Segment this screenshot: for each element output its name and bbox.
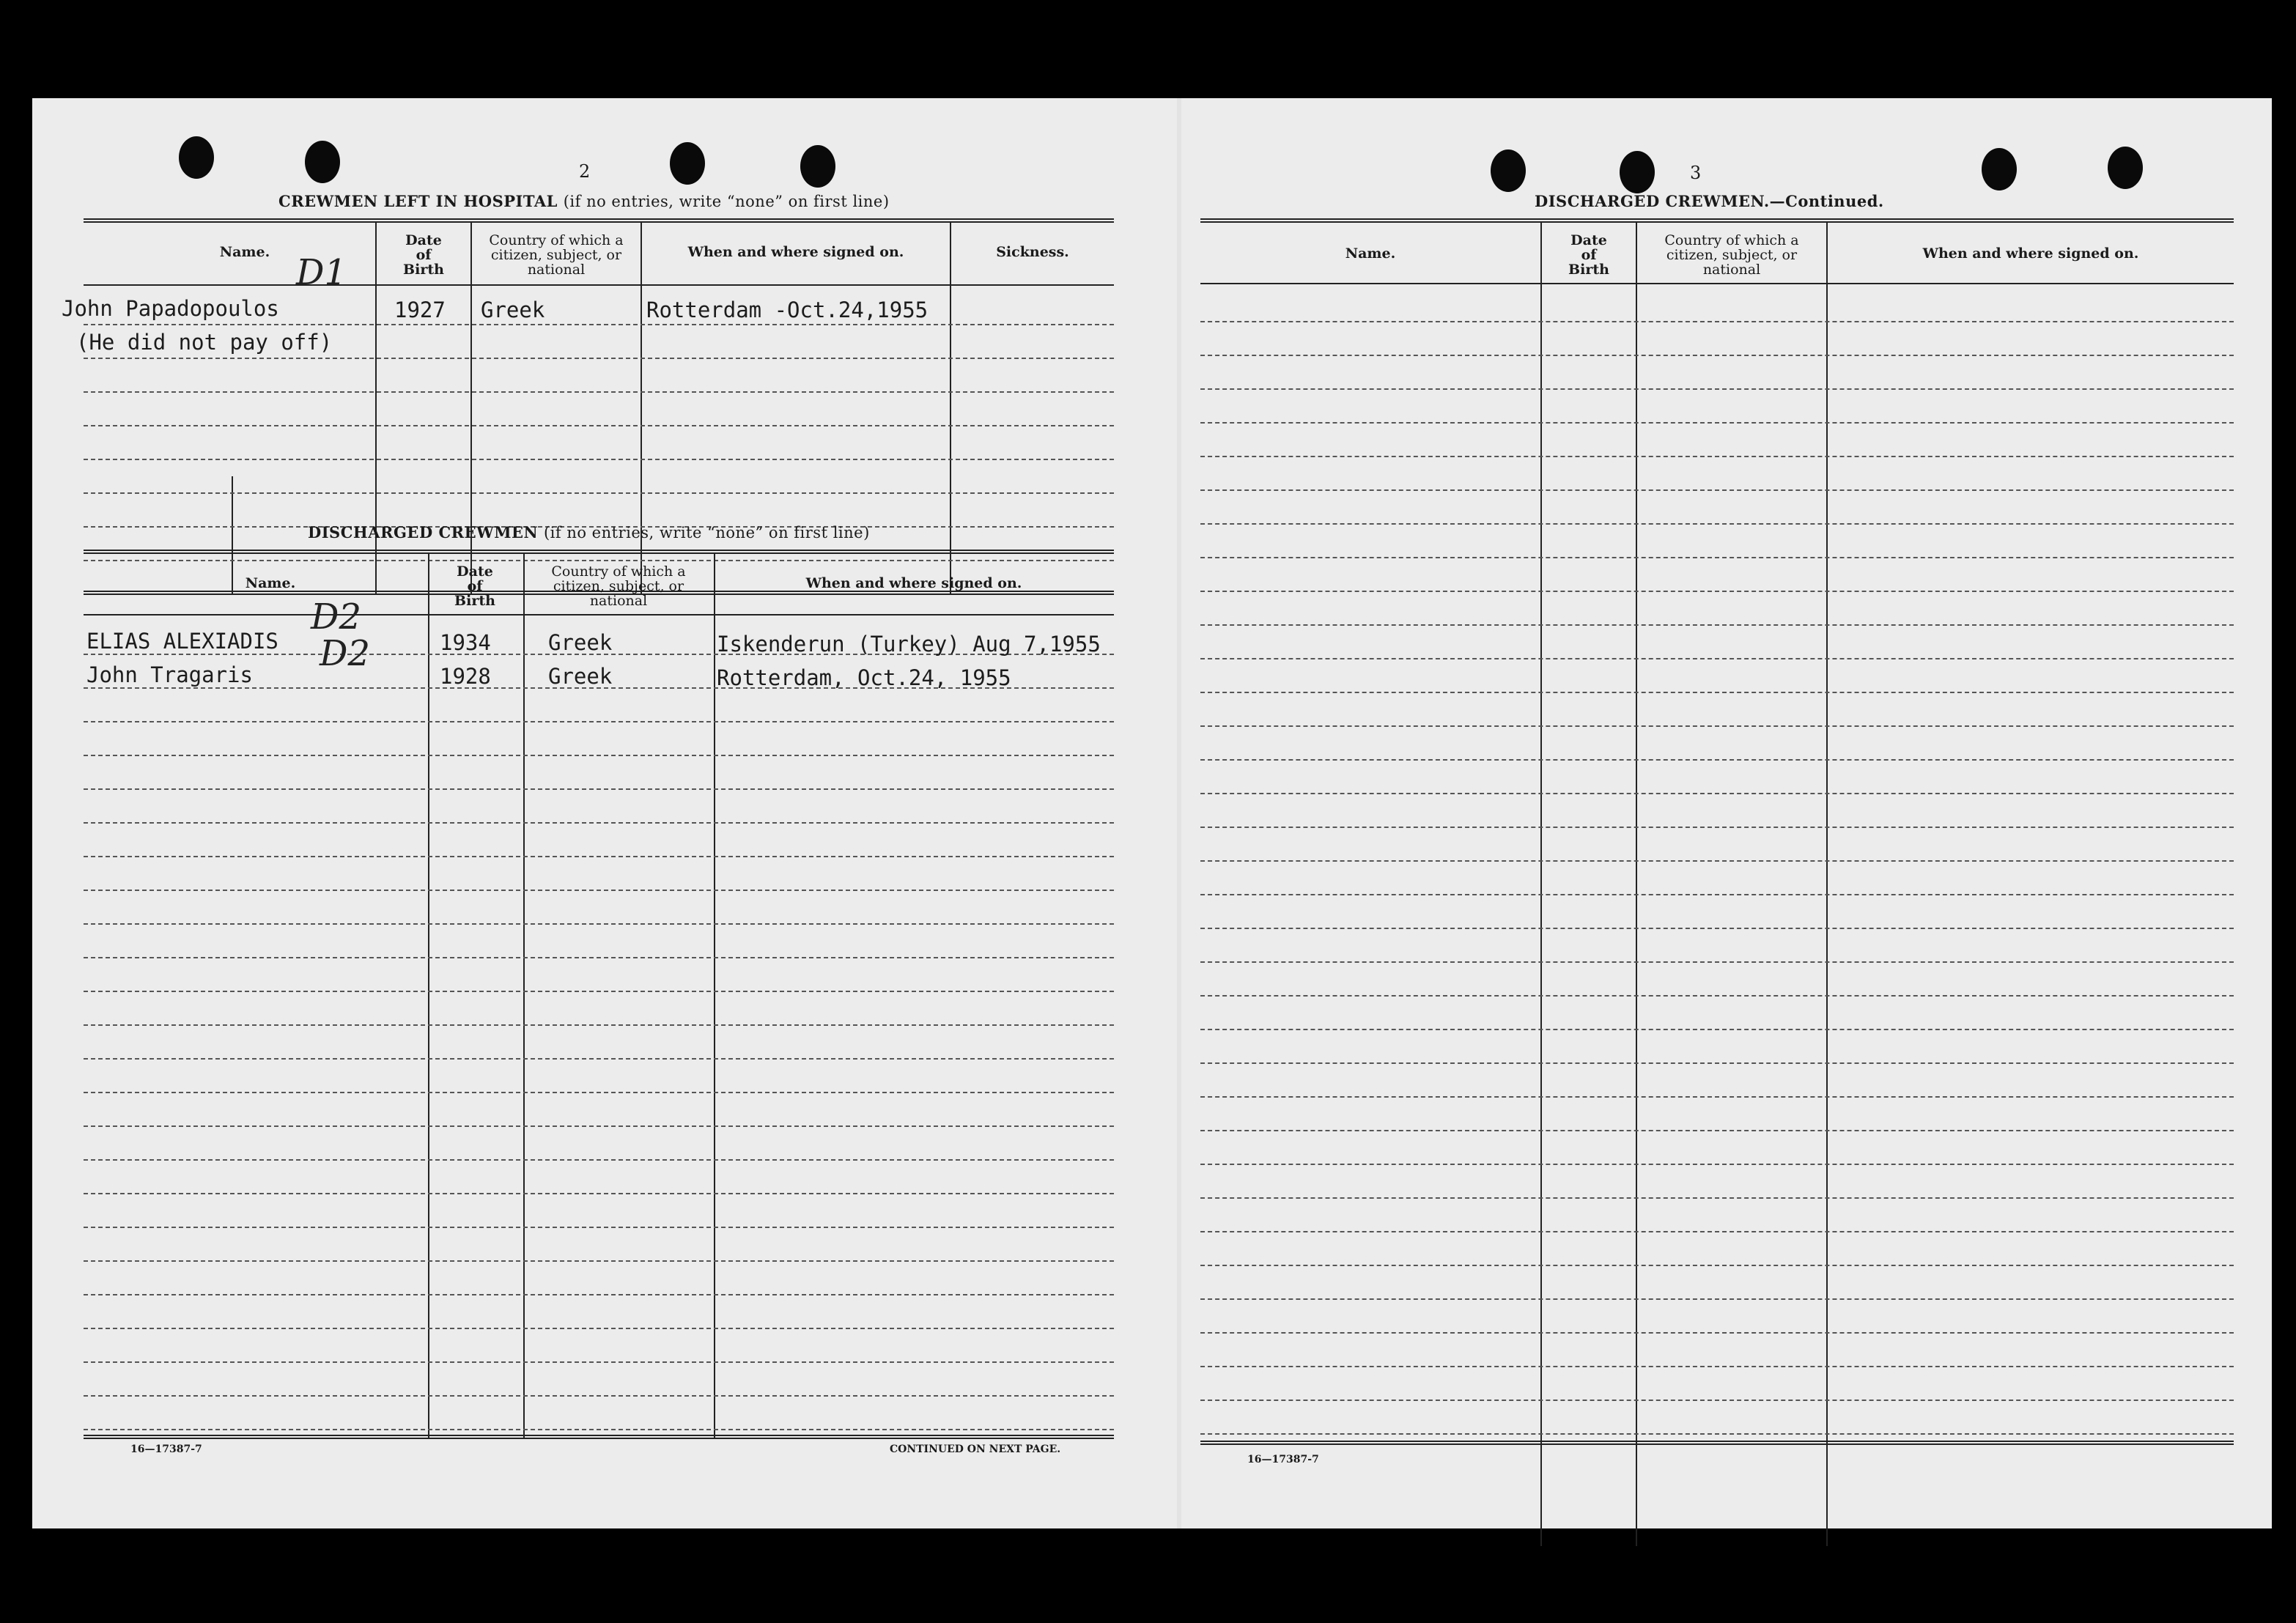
- column-divider: [1636, 221, 1637, 1546]
- header-line: of: [416, 247, 432, 263]
- hospital-entry-name: John Papadopoulos: [62, 296, 279, 321]
- entry-line: [1200, 1096, 2234, 1098]
- entry-line: [1200, 624, 2234, 626]
- header-when-where: When and where signed on.: [805, 575, 1022, 591]
- entry-line: [84, 391, 1114, 393]
- table-top-rule: [84, 550, 1114, 554]
- entry-line: [84, 1125, 1114, 1127]
- entry-line: [1200, 321, 2234, 322]
- header-name: Name.: [245, 575, 296, 591]
- entry-line: [1200, 422, 2234, 424]
- entry-line: [84, 1429, 1114, 1430]
- header-line: Country of which a: [1664, 232, 1799, 248]
- entry-line: [1200, 928, 2234, 929]
- punch-hole: [305, 141, 340, 183]
- entry-line: [84, 1024, 1114, 1026]
- table-top-rule: [84, 218, 1114, 223]
- entry-line: [1200, 759, 2234, 761]
- entry-line: [84, 1193, 1114, 1194]
- entry-line: [1200, 1062, 2234, 1064]
- entry-line: [1200, 456, 2234, 457]
- header-country: [525, 564, 712, 608]
- entry-line: [1200, 1231, 2234, 1232]
- continued-note: CONTINUED ON NEXT PAGE.: [890, 1443, 1061, 1455]
- handwritten-mark: D1: [296, 252, 347, 293]
- entry-line: [1200, 894, 2234, 895]
- column-divider: [950, 221, 951, 594]
- hospital-entry-country: Greek: [481, 297, 545, 322]
- page-fold: [1177, 98, 1181, 1528]
- form-sheet: [32, 98, 2272, 1528]
- entry-line: [84, 991, 1114, 992]
- discharged-entry-signed-on: Rotterdam, Oct.24, 1955: [717, 665, 1011, 690]
- entry-line: [1200, 1332, 2234, 1334]
- entry-line: [84, 890, 1114, 891]
- discharged-instruction: (if no entries, write “none” on first line): [543, 524, 870, 541]
- entry-line: [1200, 961, 2234, 963]
- header-line: Country of which a: [551, 563, 686, 580]
- discharged-entry-country: Greek: [548, 664, 613, 689]
- discharged-entry-signed-on: Iskenderun (Turkey) Aug 7,1955: [717, 632, 1101, 657]
- header-country: [472, 233, 641, 277]
- header-when-where: When and where signed on.: [687, 244, 904, 260]
- entry-line: [84, 1361, 1114, 1363]
- header-line: citizen, subject, or: [1666, 247, 1798, 263]
- entry-line: [1200, 995, 2234, 997]
- entry-line: [84, 1092, 1114, 1093]
- entry-line: [1200, 1164, 2234, 1165]
- entry-line: [1200, 591, 2234, 592]
- entry-line: [1200, 1197, 2234, 1199]
- hospital-entry-note: (He did not pay off): [76, 330, 333, 355]
- header-date-of-birth: [1542, 233, 1636, 277]
- header-line: Date: [457, 563, 493, 580]
- page-number: 2: [579, 161, 591, 182]
- entry-line: [1200, 1130, 2234, 1131]
- header-line: Birth: [1568, 262, 1609, 278]
- header-line: citizen, subject, or: [553, 578, 684, 594]
- table-bottom-rule: [84, 1435, 1114, 1439]
- punch-hole: [2108, 147, 2143, 189]
- column-divider: [1826, 221, 1828, 1546]
- entry-line: [1200, 1029, 2234, 1030]
- entry-line: [84, 755, 1114, 756]
- entry-line: [84, 788, 1114, 790]
- entry-line: [1200, 388, 2234, 390]
- header-bottom-rule: [1200, 283, 2234, 284]
- discharged-entry-country: Greek: [548, 630, 613, 655]
- page-number: 3: [1690, 163, 1702, 183]
- form-number: 16—17387-7: [1247, 1454, 1319, 1465]
- entry-line: [84, 358, 1114, 359]
- entry-line: [1200, 1433, 2234, 1435]
- discharged-entry-dob: 1928: [440, 664, 491, 689]
- table-bottom-rule: [1200, 1441, 2234, 1445]
- entry-line: [1200, 1400, 2234, 1401]
- entry-line: [84, 1159, 1114, 1161]
- hospital-title: CREWMEN LEFT IN HOSPITAL: [278, 192, 558, 210]
- punch-hole: [179, 136, 214, 179]
- hospital-entry-dob: 1927: [394, 297, 446, 322]
- discharged-section-title: [308, 523, 870, 541]
- entry-line: [1200, 793, 2234, 794]
- entry-line: [1200, 827, 2234, 828]
- header-line: national: [527, 262, 586, 278]
- column-divider: [428, 552, 429, 1438]
- hospital-instruction: (if no entries, write “none” on first line): [563, 193, 890, 210]
- entry-line: [1200, 692, 2234, 693]
- entry-line: [84, 721, 1114, 722]
- entry-line: [1200, 1265, 2234, 1266]
- hospital-section-title: [278, 192, 890, 210]
- entry-line: [84, 324, 1114, 325]
- header-line: Date: [1570, 232, 1607, 248]
- punch-hole: [670, 142, 705, 185]
- punch-hole: [800, 145, 835, 188]
- entry-line: [84, 856, 1114, 857]
- header-sickness: Sickness.: [996, 244, 1069, 260]
- header-line: Birth: [403, 262, 444, 278]
- column-divider: [714, 552, 715, 1438]
- entry-line: [84, 923, 1114, 925]
- table-top-rule: [1200, 218, 2234, 223]
- header-line: Birth: [454, 593, 495, 609]
- punch-hole: [1620, 151, 1655, 193]
- header-date-of-birth: [377, 233, 470, 277]
- entry-line: [84, 1395, 1114, 1397]
- entry-line: [1200, 489, 2234, 491]
- continued-section-title: DISCHARGED CREWMEN.—Continued.: [1535, 192, 1884, 210]
- entry-line: [84, 822, 1114, 824]
- entry-line: [1200, 860, 2234, 862]
- entry-line: [84, 957, 1114, 958]
- punch-hole: [1982, 148, 2017, 191]
- header-line: Date: [405, 232, 442, 248]
- entry-line: [84, 1227, 1114, 1228]
- discharged-entry-dob: 1934: [440, 630, 491, 655]
- entry-line: [84, 1260, 1114, 1262]
- header-line: Country of which a: [489, 232, 624, 248]
- entry-line: [84, 560, 1114, 561]
- entry-line: [84, 459, 1114, 460]
- header-bottom-rule: [84, 614, 1114, 615]
- entry-line: [1200, 557, 2234, 558]
- entry-line: [84, 492, 1114, 494]
- entry-line: [1200, 523, 2234, 525]
- column-divider: [1540, 221, 1542, 1546]
- entry-line: [1200, 725, 2234, 727]
- header-name: Name.: [1345, 245, 1396, 262]
- entry-line: [1200, 1298, 2234, 1300]
- entry-line: [84, 1328, 1114, 1329]
- entry-line: [1200, 355, 2234, 356]
- header-name: Name.: [219, 244, 270, 260]
- discharged-entry-name: John Tragaris: [86, 662, 253, 687]
- header-when-where: When and where signed on.: [1922, 245, 2139, 262]
- entry-line: [84, 425, 1114, 426]
- entry-line: [84, 1294, 1114, 1295]
- punch-hole: [1491, 149, 1526, 192]
- discharged-title: DISCHARGED CREWMEN: [308, 523, 539, 541]
- header-line: national: [1702, 262, 1761, 278]
- handwritten-mark: D2: [311, 596, 362, 637]
- form-number: 16—17387-7: [130, 1443, 202, 1455]
- header-line: of: [467, 578, 483, 594]
- header-date-of-birth: [428, 564, 522, 608]
- hospital-entry-signed-on: Rotterdam -Oct.24,1955: [646, 297, 929, 322]
- discharged-entry-name: ELIAS ALEXIADIS: [86, 629, 278, 654]
- header-line: national: [589, 593, 648, 609]
- entry-line: [1200, 1366, 2234, 1367]
- entry-line: [84, 1058, 1114, 1060]
- column-divider: [523, 552, 525, 1438]
- header-country: [1637, 233, 1826, 277]
- entry-line: [1200, 658, 2234, 659]
- header-bottom-rule: [84, 284, 1114, 286]
- handwritten-mark: D2: [320, 633, 371, 674]
- header-line: of: [1581, 247, 1597, 263]
- header-line: citizen, subject, or: [490, 247, 622, 263]
